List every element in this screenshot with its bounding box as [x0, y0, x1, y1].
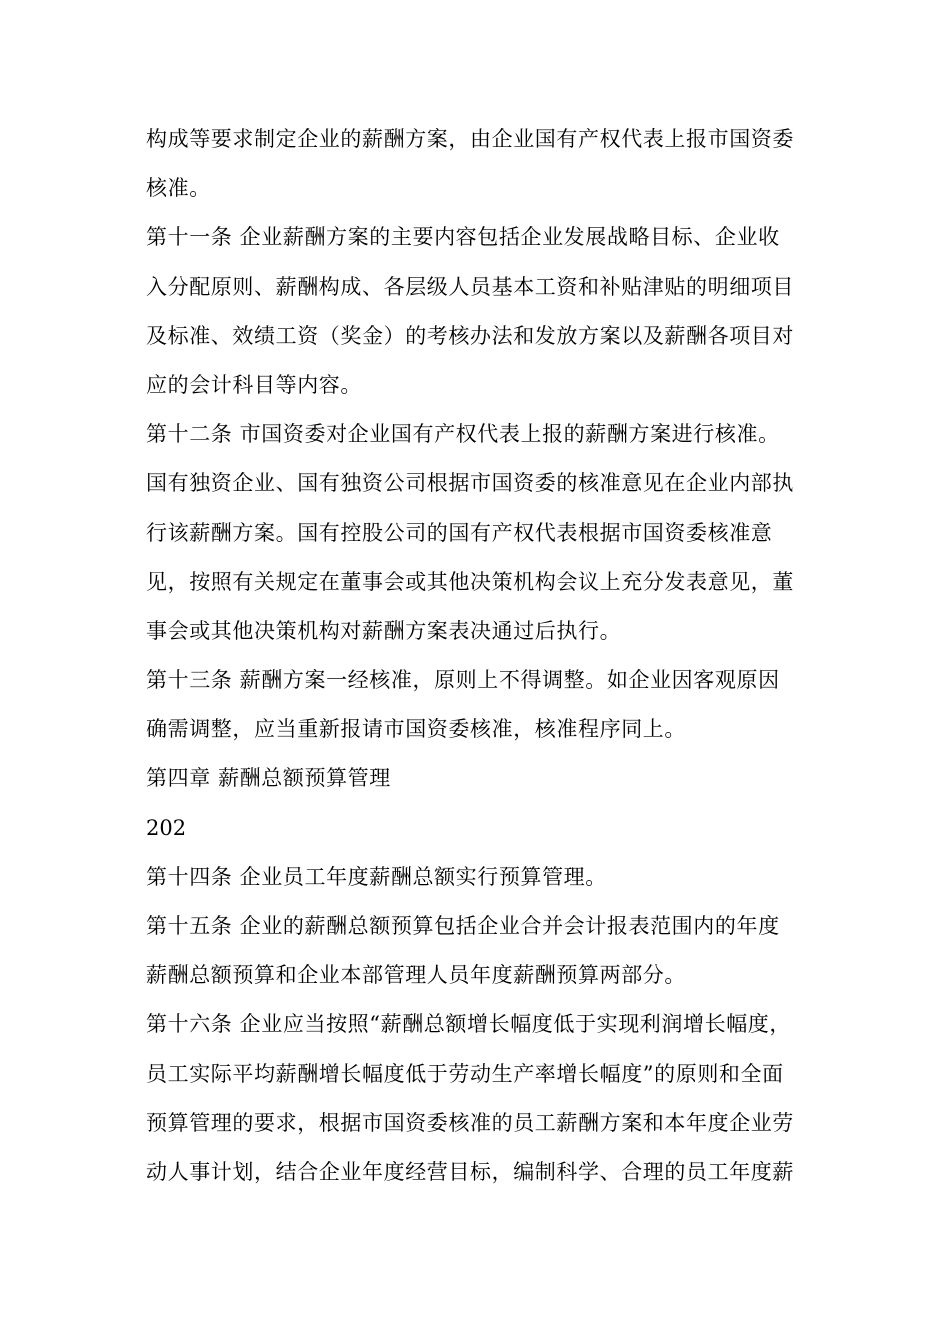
text-line: 确需调整，应当重新报请市国资委核准，核准程序同上。 — [146, 717, 686, 742]
page-number: 202 — [146, 815, 187, 840]
article-15-line: 第十五条 企业的薪酬总额预算包括企业合并会计报表范围内的年度 — [146, 914, 780, 938]
text-line: 行该薪酬方案。国有控股公司的国有产权代表根据市国资委核准意 — [146, 520, 773, 545]
text-line: 应的会计科目等内容。 — [146, 372, 362, 397]
text-line: 入分配原则、薪酬构成、各层级人员基本工资和补贴津贴的明细项目 — [146, 274, 794, 299]
text-line: 见，按照有关规定在董事会或其他决策机构会议上充分发表意见，董 — [146, 569, 794, 594]
text-line: 薪酬总额预算和企业本部管理人员年度薪酬预算两部分。 — [146, 963, 686, 988]
chapter-4-heading: 第四章 薪酬总额预算管理 — [146, 766, 391, 791]
text-line: 国有独资企业、国有独资公司根据市国资委的核准意见在企业内部执 — [146, 471, 794, 496]
article-12-line: 第十二条 市国资委对企业国有产权代表上报的薪酬方案进行核准。 — [146, 422, 780, 447]
text-line: 员工实际平均薪酬增长幅度低于劳动生产率增长幅度”的原则和全面 — [146, 1061, 784, 1086]
text-line: 构成等要求制定企业的薪酬方案，由企业国有产权代表上报市国资委 — [146, 127, 794, 151]
article-11-line: 第十一条 企业薪酬方案的主要内容包括企业发展战略目标、企业收 — [146, 225, 780, 250]
text-line: 预算管理的要求，根据市国资委核准的员工薪酬方案和本年度企业劳 — [146, 1110, 794, 1135]
text-line: 动人事计划，结合企业年度经营目标，编制科学、合理的员工年度薪 — [146, 1159, 794, 1184]
article-14-line: 第十四条 企业员工年度薪酬总额实行预算管理。 — [146, 864, 607, 889]
text-line: 核准。 — [146, 176, 211, 201]
article-16-line: 第十六条 企业应当按照“薪酬总额增长幅度低于实现利润增长幅度， — [146, 1012, 792, 1037]
document-body — [146, 115, 808, 1197]
text-line: 及标准、效绩工资（奖金）的考核办法和发放方案以及薪酬各项目对 — [146, 323, 794, 348]
article-13-line: 第十三条 薪酬方案一经核准，原则上不得调整。如企业因客观原因 — [146, 668, 780, 693]
text-line: 事会或其他决策机构对薪酬方案表决通过后执行。 — [146, 618, 622, 643]
